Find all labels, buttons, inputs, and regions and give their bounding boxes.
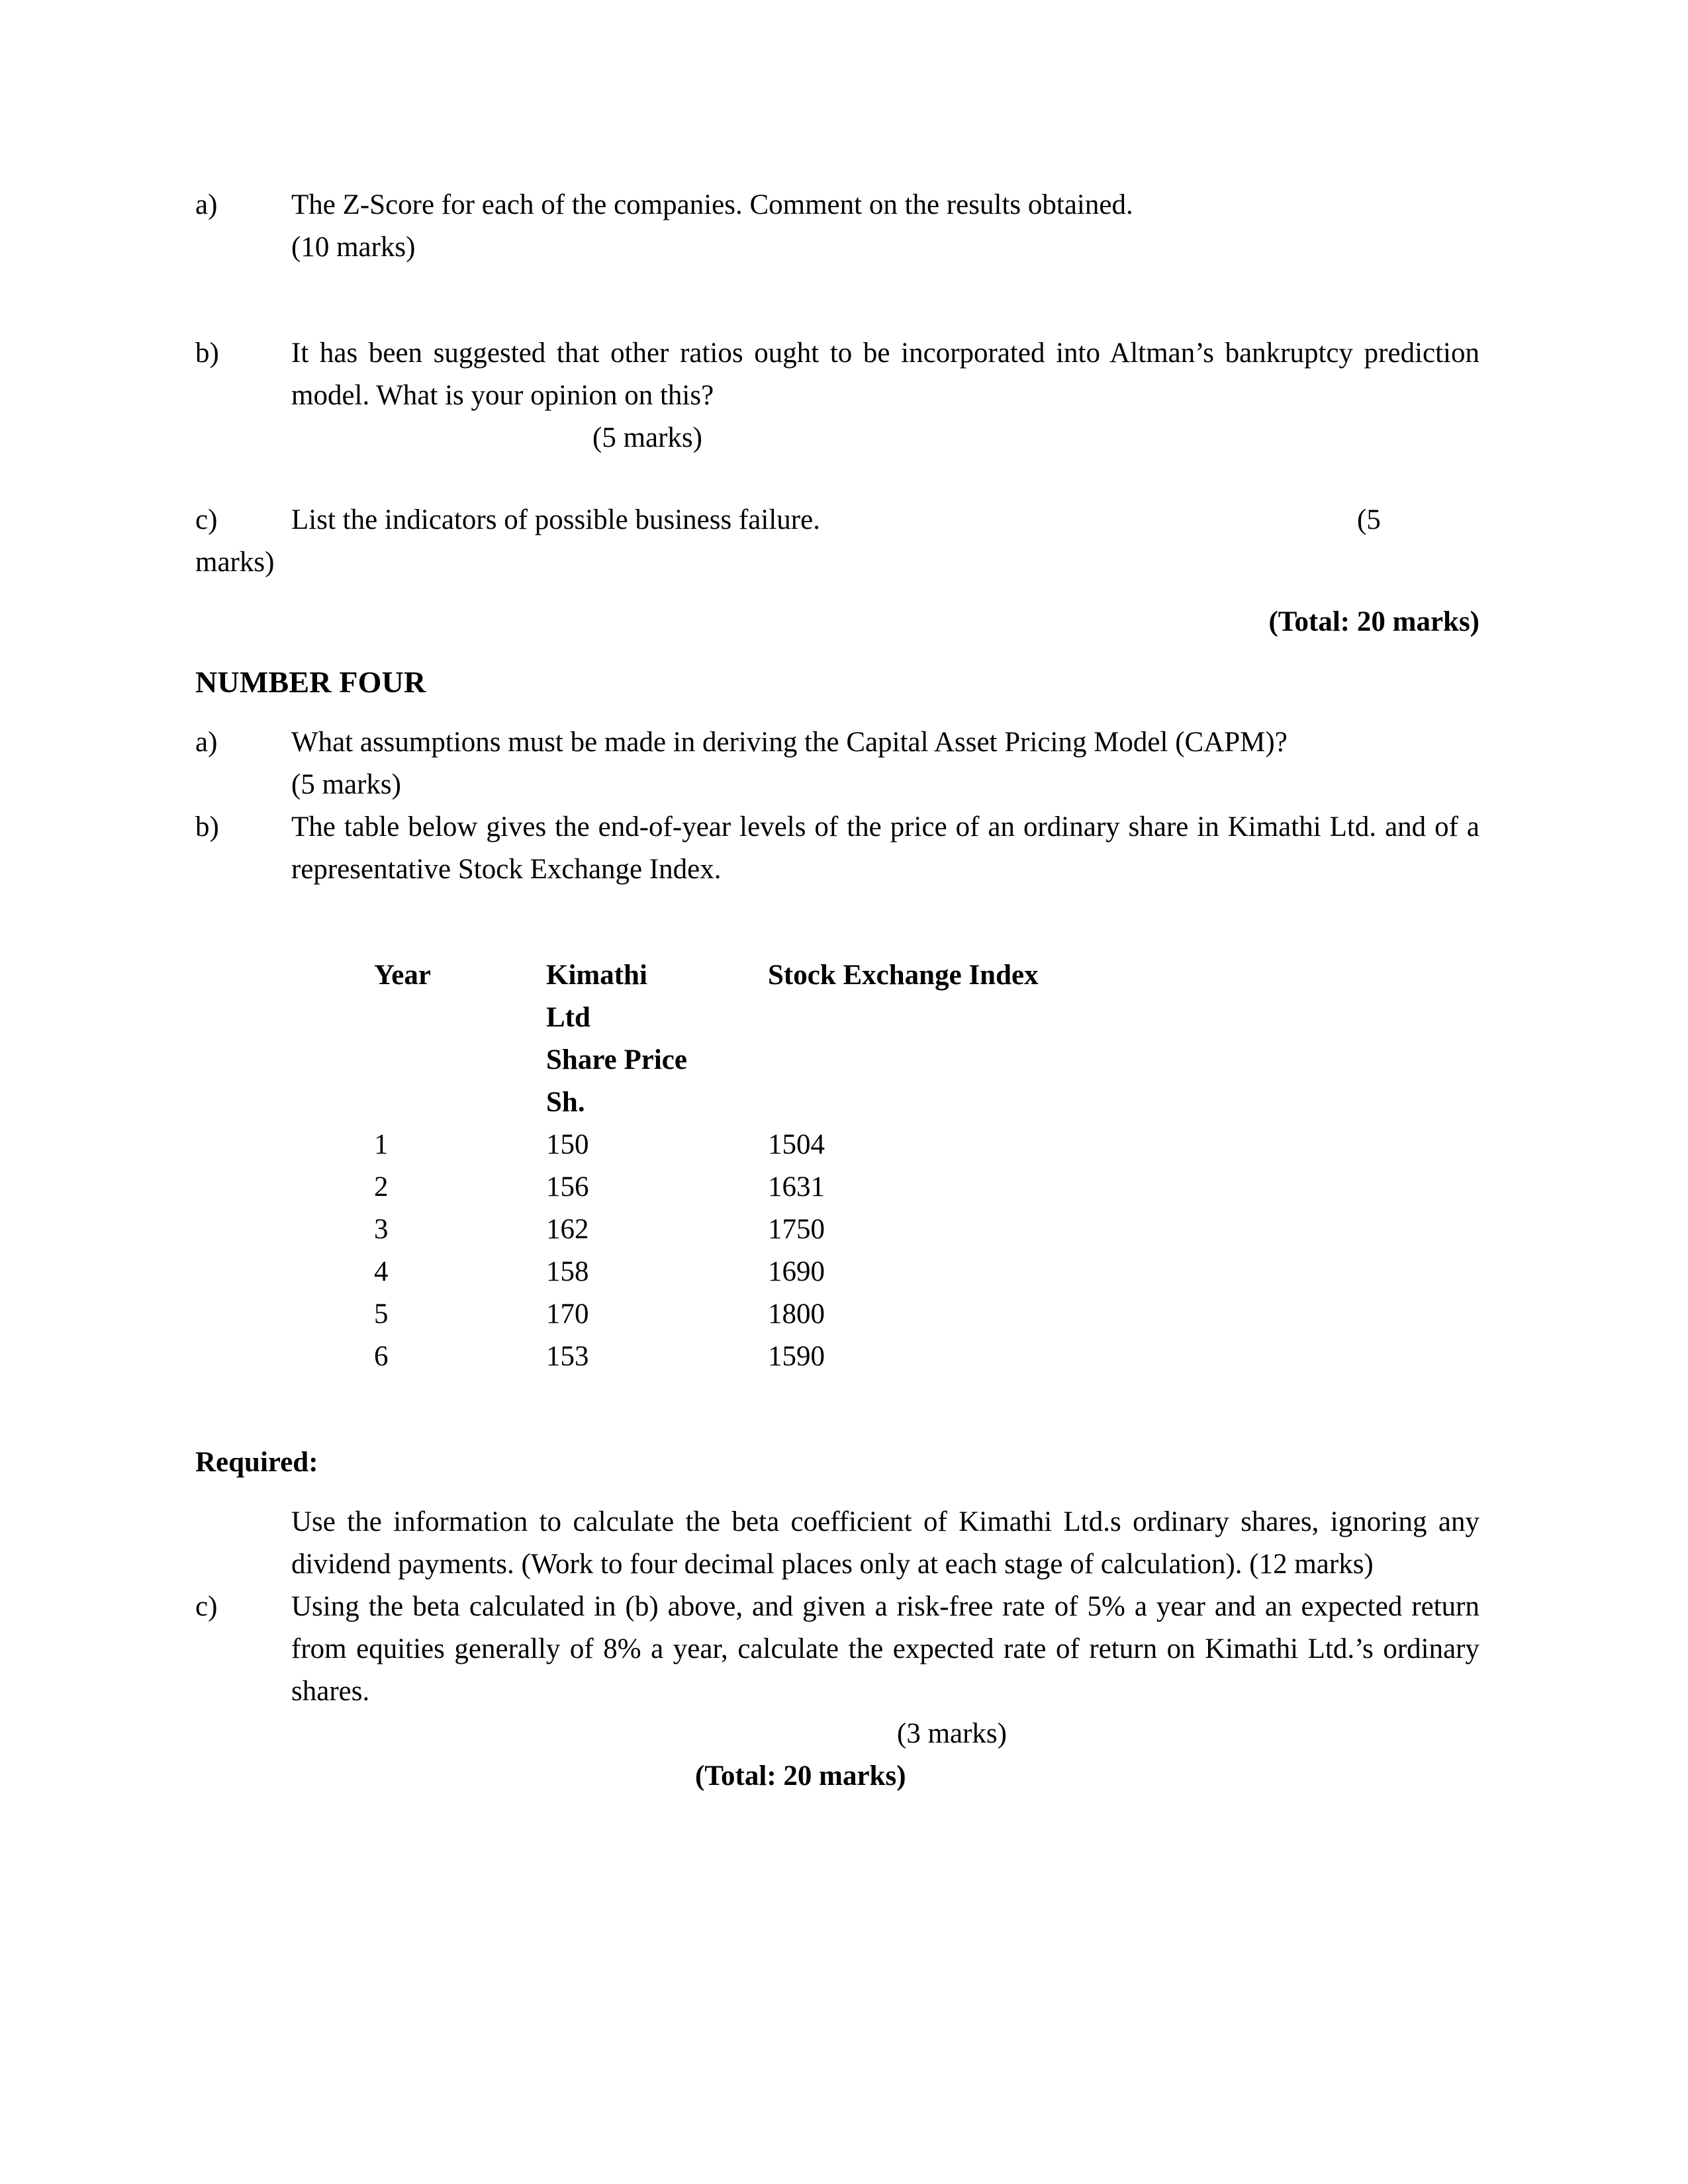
table-header-spacer-1	[374, 997, 546, 1039]
spacer	[195, 1378, 1479, 1441]
cell-share-price: 153	[546, 1341, 589, 1372]
item-label-c: c)	[195, 504, 218, 535]
table-header-year: Year	[374, 960, 431, 991]
table-header-spacer-5	[374, 1081, 546, 1124]
spacer	[195, 704, 1479, 721]
item-marks-c-inline: (5	[1357, 504, 1381, 535]
spacer	[195, 891, 1479, 954]
cell-share-price: 156	[546, 1171, 589, 1203]
item-text-c	[291, 499, 1479, 541]
item-marks-c-wrap: marks)	[195, 547, 275, 578]
table-header-row	[374, 954, 1231, 997]
question-three-total: (Total: 20 marks)	[1268, 606, 1479, 637]
cell-share-price: 162	[546, 1214, 589, 1245]
cell-index: 1504	[768, 1129, 825, 1160]
table-header-row-3	[374, 1039, 1231, 1081]
share-price-table-wrapper	[374, 954, 1479, 1378]
table-row	[374, 1293, 1231, 1336]
spacer	[195, 643, 1479, 660]
section-heading-number-four: NUMBER FOUR	[195, 665, 426, 699]
item-text-four-a: What assumptions must be made in deriving the Capital Asset Pricing Model (CAPM)?	[291, 727, 1288, 758]
item-text-four-c: Using the beta calculated in (b) above, and given a risk-free rate of 5% a year and an expected return from equities generally of 8% a year, calculate the expected rate of return on Kimathi Ltd.’s ordinary shares.	[291, 1591, 1479, 1707]
spacer	[195, 459, 1479, 499]
item-label-four-a: a)	[195, 727, 218, 758]
spacer	[195, 1484, 1479, 1501]
item-text-c-main: List the indicators of possible business failure.	[291, 504, 820, 535]
item-text-four-b: The table below gives the end-of-year levels of the price of an ordinary share in Kimathi Ltd. and of a representative Stock Exchange Index.	[291, 811, 1479, 885]
document-body	[195, 184, 1479, 1797]
cell-index: 1690	[768, 1256, 825, 1287]
cell-index: 1750	[768, 1214, 825, 1245]
cell-share-price: 158	[546, 1256, 589, 1287]
question-four-total: (Total: 20 marks)	[695, 1760, 906, 1792]
item-label-b: b)	[195, 338, 219, 369]
table-row	[374, 1208, 1231, 1251]
cell-year: 6	[374, 1341, 389, 1372]
table-row	[374, 1251, 1231, 1293]
cell-year: 5	[374, 1298, 389, 1330]
item-marks-four-c: (3 marks)	[897, 1718, 1007, 1749]
item-label-four-b: b)	[195, 811, 219, 842]
table-header-index: Stock Exchange Index	[768, 960, 1039, 991]
item-marks-a: (10 marks)	[291, 232, 416, 263]
cell-year: 3	[374, 1214, 389, 1245]
cell-year: 1	[374, 1129, 389, 1160]
spacer	[195, 269, 1479, 332]
question-item-c	[195, 499, 1479, 584]
table-header-share-price-line2: Ltd	[546, 1002, 590, 1033]
item-label-a: a)	[195, 189, 218, 220]
question-four-item-b	[195, 806, 1479, 891]
item-text-a: The Z-Score for each of the companies. Comment on the results obtained.	[291, 189, 1133, 220]
cell-year: 4	[374, 1256, 389, 1287]
question-item-a	[195, 184, 1479, 269]
table-header-share-price-line3: Share Price	[546, 1044, 687, 1075]
table-header-share-price-line4: Sh.	[546, 1087, 585, 1118]
table-header-spacer-3	[374, 1039, 546, 1081]
table-header-spacer-2	[768, 997, 1231, 1039]
required-heading: Required:	[195, 1447, 318, 1478]
share-price-table	[374, 954, 1231, 1378]
item-label-four-c: c)	[195, 1591, 218, 1622]
cell-share-price: 150	[546, 1129, 589, 1160]
required-paragraph	[195, 1501, 1479, 1586]
question-four-item-c	[195, 1586, 1479, 1797]
question-item-b	[195, 332, 1479, 459]
question-four-item-a	[195, 721, 1479, 806]
spacer	[195, 584, 1479, 601]
table-header-share-price-line1: Kimathi	[546, 960, 647, 991]
table-row	[374, 1336, 1231, 1378]
cell-index: 1590	[768, 1341, 825, 1372]
table-header-spacer-4	[768, 1039, 1231, 1081]
item-marks-b: (5 marks)	[592, 422, 702, 453]
cell-index: 1631	[768, 1171, 825, 1203]
table-row	[374, 1124, 1231, 1166]
item-marks-four-a: (5 marks)	[291, 769, 401, 800]
cell-share-price: 170	[546, 1298, 589, 1330]
required-text: Use the information to calculate the beta coefficient of Kimathi Ltd.s ordinary shares, ignoring any dividend payments. (Work to four decimal places only at each stage of calculation). (12 marks)	[291, 1506, 1479, 1580]
table-row	[374, 1166, 1231, 1208]
table-header-spacer-6	[768, 1081, 1231, 1124]
cell-index: 1800	[768, 1298, 825, 1330]
table-header-row-4	[374, 1081, 1231, 1124]
item-text-b: It has been suggested that other ratios ought to be incorporated into Altman’s bankruptcy prediction model. What is your opinion on this?	[291, 338, 1479, 411]
cell-year: 2	[374, 1171, 389, 1203]
table-header-row-2	[374, 997, 1231, 1039]
